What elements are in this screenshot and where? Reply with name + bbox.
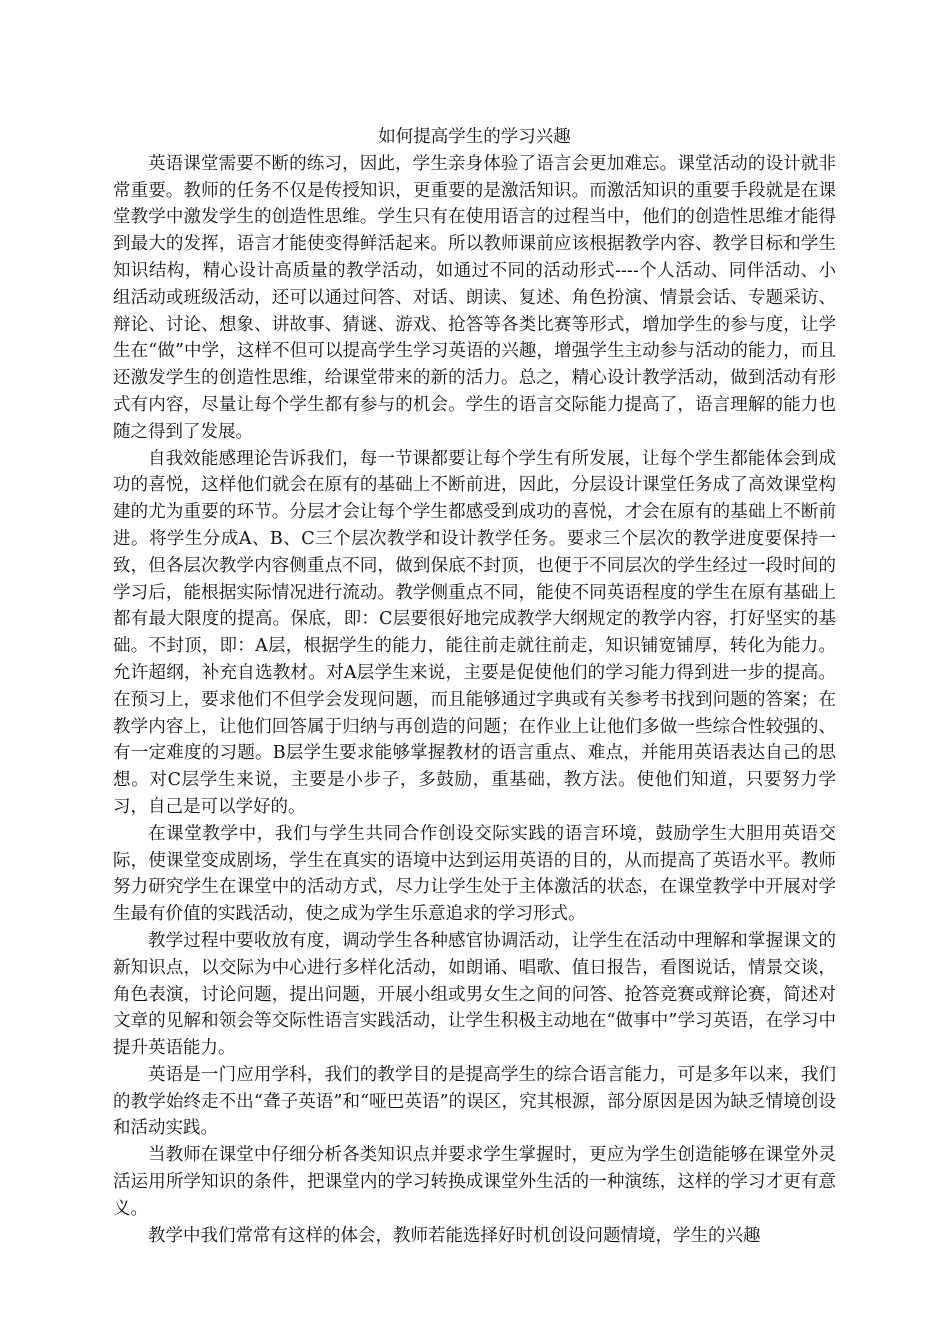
document-title: 如何提高学生的学习兴趣 xyxy=(378,127,571,147)
paragraph-2: 自我效能感理论告诉我们，每一节课都要让每个学生有所发展，让每个学生都能体会到成功的喜悦，这样他们就会在原有的基础上不断前进，因此，分层设计课堂任务成了高效课堂构建的尤为重要的环节。分层才会让每个学生都感受到成功的喜悦，才会在原有的基础上不断前进。将学生分成A、B、C三个层次教学和设计教学任务。要求三个层次的教学进度要保持一致，但各层次教学内容侧重点不同，做到保底不封顶，也便于不同层次的学生经过一段时间的学习后，能根据实际情况进行流动。教学侧重点不同，能使不同英语程度的学生在原有基础上都有最大限度的提高。保底，即：C层要很好地完成教学大纲规定的教学内容，打好坚实的基础。不封顶，即：A层，根据学生的能力，能往前走就往前走，知识铺宽铺厚，转化为能力。允许超纲，补充自选教材。对A层学生来说，主要是促使他们的学习能力得到进一步的提高。在预习上，要求他们不但学会发现问题，而且能够通过字典或有关参考书找到问题的答案；在教学内容上，让他们回答属于归纳与再创造的问题；在作业上让他们多做一些综合性较强的、有一定难度的习题。B层学生要求能够掌握教材的语言重点、难点，并能用英语表达自己的思想。对C层学生来说，主要是小步子，多鼓励，重基础，教方法。使他们知道，只要努力学习，自己是可以学好的。 xyxy=(113,448,836,817)
paragraph-5: 英语是一门应用学科，我们的教学目的是提高学生的综合语言能力，可是多年以来，我们的教学始终走不出“聋子英语”和“哑巴英语”的误区，究其根源，部分原因是因为缺乏情境创设和活动实践。 xyxy=(113,1064,836,1139)
paragraph-7: 教学中我们常常有这样的体会，教师若能选择好时机创设问题情境，学生的兴趣 xyxy=(148,1225,761,1246)
paragraph-3: 在课堂教学中，我们与学生共同合作创设交际实践的语言环境，鼓励学生大胆用英语交际，使课堂变成剧场，学生在真实的语境中达到运用英语的目的，从而提高了英语水平。教师努力研究学生在课堂中的活动方式，尽力让学生处于主体激活的状态，在课堂教学中开展对学生最有价值的实践活动，使之成为学生乐意追求的学习形式。 xyxy=(113,823,836,925)
paragraph-4: 教学过程中要收放有度，调动学生各种感官协调活动，让学生在活动中理解和掌握课文的新知识点，以交际为中心进行多样化活动，如朗诵、唱歌、值日报告，看图说话，情景交谈，角色表演，讨论问题，提出问题，开展小组或男女生之间的问答、抢答竞赛或辩论赛，简述对文章的见解和领会等交际性语言实践活动，让学生积极主动地在“做事中”学习英语，在学习中提升英语能力。 xyxy=(113,930,836,1059)
paragraph-1: 英语课堂需要不断的练习，因此，学生亲身体验了语言会更加难忘。课堂活动的设计就非常重要。教师的任务不仅是传授知识，更重要的是激活知识。而激活知识的重要手段就是在课堂教学中激发学生的创造性思维。学生只有在使用语言的过程当中，他们的创造性思维才能得到最大的发挥，语言才能使变得鲜活起来。所以教师课前应该根据教学内容、教学目标和学生知识结构，精心设计高质量的教学活动，如通过不同的活动形式----个人活动、同伴活动、小组活动或班级活动，还可以通过问答、对话、朗读、复述、角色扮演、情景会话、专题采访、辩论、讨论、想象、讲故事、猜谜、游戏、抢答等各类比赛等形式，增加学生的参与度，让学生在“做”中学，这样不但可以提高学生学习英语的兴趣，增强学生主动参与活动的能力，而且还激发学生的创造性思维，给课堂带来的新的活力。总之，精心设计教学活动，做到活动有形式有内容，尽量让每个学生都有参与的机会。学生的语言交际能力提高了，语言理解的能力也随之得到了发展。 xyxy=(113,153,836,442)
paragraph-6: 当教师在课堂中仔细分析各类知识点并要求学生掌握时，更应为学生创造能够在课堂外灵活运用所学知识的条件，把课堂内的学习转换成课堂外生活的一种演练，这样的学习才更有意义。 xyxy=(113,1145,836,1219)
document-body xyxy=(113,124,836,1249)
